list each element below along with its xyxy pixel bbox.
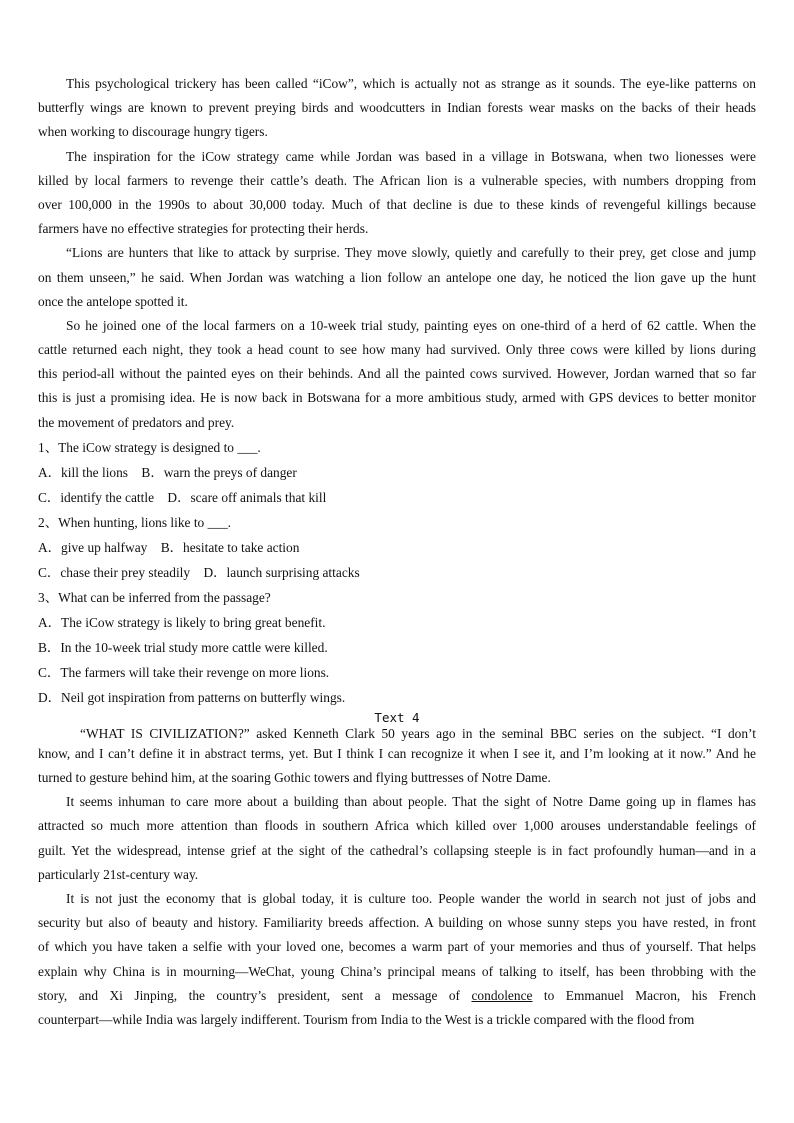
- text-line: [38, 984, 756, 1008]
- answer-options: D．Neil got inspiration from patterns on butterfly wings.: [38, 689, 346, 705]
- text-line: know, and I can’t define it in abstract terms, yet. But I think I can recognize it when I see it, and I’m looking at it now.” And he: [38, 745, 756, 761]
- paragraph: [38, 790, 756, 887]
- paragraph: [38, 887, 756, 1032]
- text-line: this period-all without the painted eyes on their behinds. And all the painted cows survived. However, Jordan warned that so far: [38, 366, 756, 382]
- text-line: It is not just the economy that is global today, it is culture too. People wander the world in search not just of jobs and: [66, 890, 756, 906]
- text-line: The inspiration for the iCow strategy came while Jordan was based in a village in Botswana, when two lionesses were: [66, 148, 756, 164]
- text-line: attracted so much more attention than floods in southern Africa which killed over 1,000 arouses understandable feelings of: [38, 818, 756, 834]
- text-line: once the antelope spotted it.: [38, 293, 188, 309]
- text-line: over 100,000 in the 1990s to about 30,000 today. Much of that decline is due to these kinds of revengeful killings because: [38, 196, 756, 212]
- answer-options: C．chase their prey steadily D．launch surprising attacks: [38, 564, 360, 580]
- text-line: guilt. Yet the widespread, intense grief at the sight of the cathedral’s collapsing steeple is in fact profoundly human—and in a: [38, 842, 756, 858]
- text-line: when working to discourage hungry tigers.: [38, 124, 268, 140]
- underlined-word: condolence: [471, 987, 533, 1003]
- answer-options: C．The farmers will take their revenge on more lions.: [38, 664, 330, 680]
- text-line: “WHAT IS CIVILIZATION?” asked Kenneth Clark 50 years ago in the seminal BBC series on the subject. “I don’t: [80, 725, 756, 741]
- passage-4-title: Text 4: [374, 709, 420, 725]
- paragraph: [38, 145, 756, 242]
- text-line: cattle returned each night, they took a head count to see how many had survived. Only three cows were killed by lions during: [38, 342, 756, 358]
- text-line: this is just a promising idea. He is now back in Botswana for a more ambitious study, armed with GPS devices to better monitor: [38, 390, 756, 406]
- text-segment: to Emmanuel Macron, his French: [532, 987, 756, 1003]
- text-line: particularly 21st-century way.: [38, 866, 199, 882]
- answer-options: A．give up halfway B．hesitate to take action: [38, 539, 300, 555]
- paragraph: [38, 726, 756, 790]
- answer-options: A．kill the lions B．warn the preys of danger: [38, 464, 297, 480]
- passage-4: [38, 726, 756, 1032]
- passage-3: [38, 72, 756, 435]
- document-page: [38, 72, 756, 1032]
- answer-options: A．The iCow strategy is likely to bring great benefit.: [38, 614, 326, 630]
- text-line: security but also of beauty and history. Familiarity breeds affection. A building on whose sunny steps you have rested, in front: [38, 915, 756, 931]
- text-line: the movement of predators and prey.: [38, 414, 235, 430]
- text-line: on them unseen,” he said. When Jordan was watching a lion follow an antelope one day, he noticed the lion gave up the hunt: [38, 269, 756, 285]
- question-stem: 3、What can be inferred from the passage?: [38, 589, 271, 605]
- questions: [38, 435, 756, 710]
- text-line: So he joined one of the local farmers on a 10-week trial study, painting eyes on one-third of a herd of 62 cattle. When the: [66, 317, 756, 333]
- answer-options: C．identify the cattle D．scare off animals that kill: [38, 489, 327, 505]
- text-line: turned to gesture behind him, at the soaring Gothic towers and flying buttresses of Notre Dame.: [38, 770, 551, 785]
- text-line: butterfly wings are known to prevent preying birds and woodcutters in Indian forests wear masks on the backs of their heads: [38, 100, 756, 116]
- text-segment: story, and Xi Jinping, the country’s president, sent a message of: [38, 987, 472, 1003]
- question-stem: 2、When hunting, lions like to ___.: [38, 514, 232, 530]
- paragraph: [38, 314, 756, 435]
- text-line: farmers have no effective strategies for protecting their herds.: [38, 221, 369, 237]
- question-stem: 1、The iCow strategy is designed to ___.: [38, 439, 261, 455]
- text-line: killed by local farmers to revenge their cattle’s death. The African lion is a vulnerable species, with numbers dropping from: [38, 172, 756, 188]
- text-line: It seems inhuman to care more about a building than about people. That the sight of Notre Dame going up in flames has: [66, 794, 756, 810]
- paragraph: [38, 72, 756, 145]
- text-line: This psychological trickery has been called “iCow”, which is actually not as strange as it sounds. The eye-like patterns on: [66, 76, 756, 91]
- paragraph: [38, 241, 756, 314]
- answer-options: B．In the 10-week trial study more cattle were killed.: [38, 639, 328, 655]
- text-line: explain why China is in mourning—WeChat, young China’s principal means of talking to itself, has been throbbing with the: [38, 963, 756, 979]
- text-line: “Lions are hunters that like to attack by surprise. They move slowly, quietly and carefully to their prey, get close and jump: [66, 245, 756, 261]
- text-line: counterpart—while India was largely indifferent. Tourism from India to the West is a trickle compared with the flood from: [38, 1011, 695, 1027]
- text-line: of which you have taken a selfie with your loved one, becomes a warm part of your memories and thus of yourself. That helps: [38, 939, 756, 955]
